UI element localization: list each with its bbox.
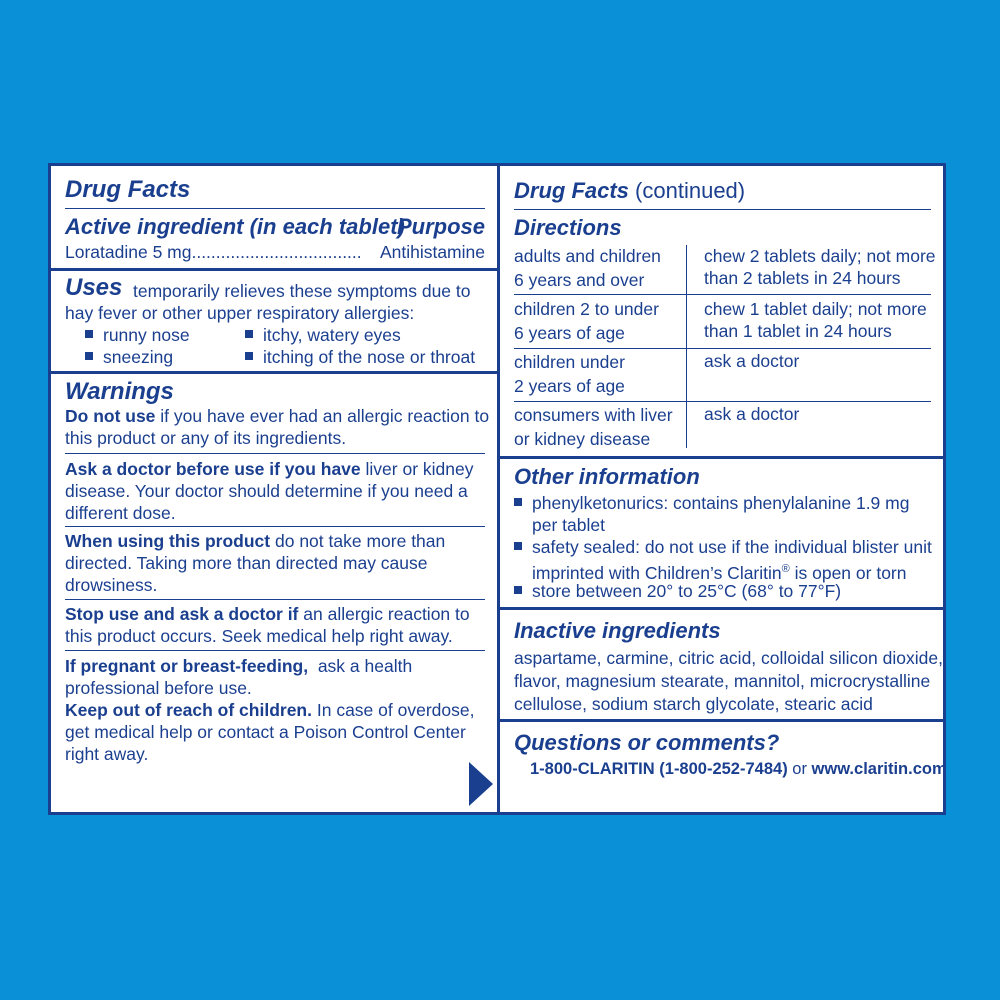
keep-out-text: right away.	[65, 744, 149, 764]
inactive-ingredients-text: flavor, magnesium stearate, mannitol, microcrystalline	[514, 671, 931, 691]
website-link: www.claritin.com	[811, 760, 947, 778]
when-using-text: When using this product do not take more than	[65, 531, 446, 551]
divider	[514, 209, 931, 210]
uses-intro: hay fever or other upper respiratory allergies:	[65, 303, 415, 323]
directions-who: children under	[514, 352, 625, 372]
section-divider	[500, 456, 943, 459]
other-info-item: safety sealed: do not use if the individual blister unit	[514, 536, 932, 558]
directions-who: children 2 to under	[514, 299, 659, 319]
uses-item: itchy, watery eyes	[245, 324, 401, 346]
drug-facts-continued-title: Drug Facts (continued)	[514, 178, 746, 203]
directions-dose: chew 2 tablets daily; not more	[704, 246, 936, 266]
directions-dose: chew 1 tablet daily; not more	[704, 299, 927, 319]
directions-who: 6 years of age	[514, 323, 625, 343]
questions-heading: Questions or comments?	[514, 730, 780, 755]
stop-use-text: Stop use and ask a doctor if an allergic reaction to	[65, 604, 470, 624]
drug-facts-title: Drug Facts	[65, 176, 191, 203]
divider	[65, 453, 485, 454]
uses-heading: Uses	[65, 274, 123, 301]
directions-who: or kidney disease	[514, 429, 651, 449]
section-divider	[51, 268, 497, 271]
ask-doctor-text: different dose.	[65, 503, 176, 523]
uses-intro: temporarily relieves these symptoms due to	[133, 281, 471, 301]
ask-doctor-text: disease. Your doctor should determine if you need a	[65, 481, 468, 501]
divider	[65, 208, 485, 209]
directions-row-divider	[514, 294, 931, 295]
directions-heading: Directions	[514, 215, 622, 240]
inactive-ingredients-heading: Inactive ingredients	[514, 618, 721, 643]
do-not-use-text: Do not use if you have ever had an allergic reaction to	[65, 406, 490, 426]
directions-who: adults and children	[514, 246, 661, 266]
other-information-heading: Other information	[514, 464, 700, 489]
other-info-item: store between 20° to 25°C (68° to 77°F)	[514, 580, 841, 602]
uses-item: itching of the nose or throat	[245, 346, 475, 368]
when-using-text: drowsiness.	[65, 575, 158, 595]
drug-facts-label	[48, 163, 946, 815]
pregnant-text: professional before use.	[65, 678, 252, 698]
right-column	[500, 166, 947, 812]
warnings-heading: Warnings	[65, 378, 174, 405]
inactive-ingredients-text: cellulose, sodium starch glycolate, stearic acid	[514, 694, 873, 714]
directions-dose: ask a doctor	[704, 351, 800, 371]
keep-out-text: get medical help or contact a Poison Control Center	[65, 722, 466, 742]
bullet-icon	[514, 586, 522, 594]
bullet-icon	[514, 542, 522, 550]
section-divider	[500, 719, 943, 722]
active-ingredient-heading: Active ingredient (in each tablet)	[65, 214, 405, 239]
bullet-icon	[514, 498, 522, 506]
bullet-icon	[245, 330, 253, 338]
purpose-value: Antihistamine	[379, 242, 485, 262]
phone-number: 1-800-CLARITIN (1-800-252-7484)	[530, 760, 788, 778]
uses-item: sneezing	[85, 346, 173, 368]
keep-out-text: Keep out of reach of children. In case of overdose,	[65, 700, 475, 720]
directions-who: 2 years of age	[514, 376, 625, 396]
other-info-item: phenylketonurics: contains phenylalanine 1.9 mg	[514, 492, 909, 514]
continue-arrow-icon	[469, 762, 493, 806]
directions-who: 6 years and over	[514, 270, 645, 290]
directions-row-divider	[514, 348, 931, 349]
directions-dose: than 1 tablet in 24 hours	[704, 321, 892, 341]
other-info-item: per tablet	[532, 515, 605, 535]
directions-column-divider	[686, 245, 687, 448]
divider	[65, 650, 485, 651]
active-ingredient-line: Loratadine 5 mg...................................	[65, 242, 362, 262]
section-divider	[51, 371, 497, 374]
purpose-heading: Purpose	[396, 214, 485, 239]
do-not-use-text: this product or any of its ingredients.	[65, 428, 347, 448]
directions-dose: than 2 tablets in 24 hours	[704, 268, 901, 288]
stop-use-text: this product occurs. Seek medical help right away.	[65, 626, 453, 646]
directions-who: consumers with liver	[514, 405, 673, 425]
bullet-icon	[85, 352, 93, 360]
directions-dose: ask a doctor	[704, 404, 800, 424]
divider	[65, 526, 485, 527]
bullet-icon	[245, 352, 253, 360]
other-info-item: imprinted with Children’s Claritin® is open or torn	[532, 562, 907, 583]
section-divider	[500, 607, 943, 610]
divider	[65, 599, 485, 600]
bullet-icon	[85, 330, 93, 338]
inactive-ingredients-text: aspartame, carmine, citric acid, colloidal silicon dioxide,	[514, 648, 943, 668]
ask-doctor-text: Ask a doctor before use if you have liver or kidney	[65, 459, 474, 479]
pregnant-text: If pregnant or breast-feeding, ask a health	[65, 656, 413, 676]
when-using-text: directed. Taking more than directed may cause	[65, 553, 428, 573]
contact-line: 1-800-CLARITIN (1-800-252-7484) or www.claritin.com	[530, 760, 947, 778]
uses-item: runny nose	[85, 324, 190, 346]
left-column	[51, 166, 497, 812]
directions-row-divider	[514, 401, 931, 402]
